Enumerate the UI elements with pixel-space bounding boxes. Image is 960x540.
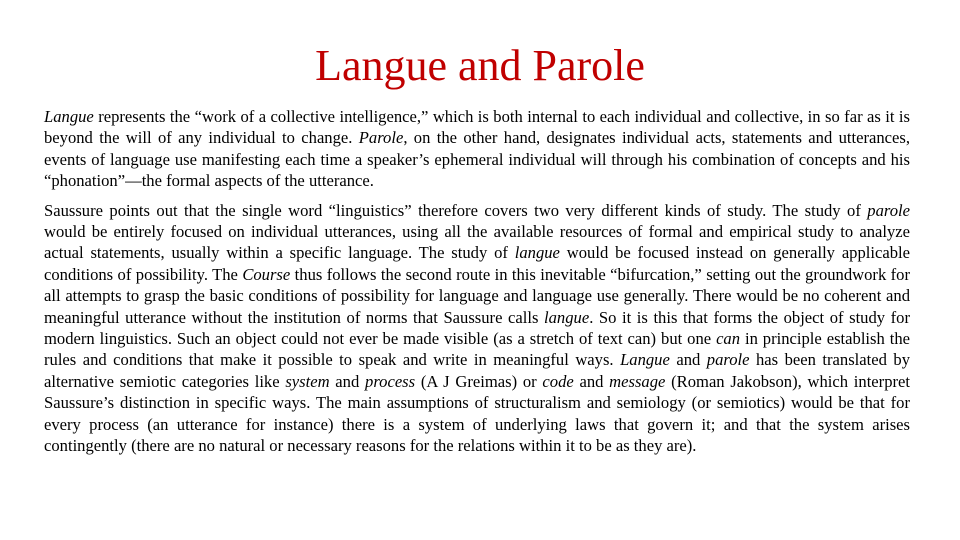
text-run: and [329, 371, 366, 391]
text-run: and [573, 371, 610, 391]
italic-term: Langue [620, 350, 670, 370]
italic-term: langue [544, 307, 590, 327]
paragraph-saussure-linguistics [44, 200, 910, 457]
slide-title: Langue and Parole [315, 41, 645, 90]
italic-term: can [716, 329, 741, 349]
italic-term: Langue [44, 107, 94, 126]
italic-term: system [285, 371, 330, 391]
text-run: represents the “work of a collective intelligence,” which is both internal to each individual and collective, in so far as it is beyond the will of any individual to change. [44, 107, 910, 148]
text-run: , on the other hand, designates individual acts, statements and utterances, events of language use manifesting each time a speaker’s ephemeral individual will through his combination of concepts and his “phonation”—the formal aspects of the utterance. [44, 128, 910, 191]
italic-term: code [542, 371, 574, 391]
paragraph-langue-parole-definition [44, 106, 910, 192]
text-run: Saussure points out that the single word “linguistics” therefore covers two very different kinds of study. The study of [44, 200, 868, 220]
italic-term: Parole [358, 128, 404, 148]
italic-term: parole [706, 350, 750, 370]
text-run: has been translated by alternative semiotic categories like [44, 350, 910, 391]
italic-term: parole [867, 200, 910, 220]
italic-term: langue [514, 243, 560, 263]
italic-term: Course [242, 264, 291, 284]
text-run: and [669, 350, 707, 370]
text-run: (Roman Jakobson), which interpret Saussure’s distinction in specific ways. The main assumptions of structuralism and semiology (or semiotics) would be that for every process (an utterance for instance) there is a system of underlying laws that govern it; and that the system arises contingently (there are no natural or necessary reasons for the relations within it to be as they are). [44, 371, 910, 456]
text-run: thus follows the second route in this inevitable “bifurcation,” setting out the groundwork for all attempts to grasp the basic conditions of possibility for language and language use generally. There would be no coherent and meaningful utterance without the institution of norms that Saussure calls [44, 264, 911, 327]
text-run: would be entirely focused on individual utterances, using all the available resources of formal and empirical study to analyze actual statements, usually within a specific language. The study of [44, 222, 910, 263]
italic-term: message [609, 371, 666, 391]
slide-body [44, 106, 910, 465]
text-run: (A J Greimas) or [415, 371, 543, 391]
text-run: in principle establish the rules and conditions that make it possible to speak and write in meaningful ways. [44, 329, 910, 370]
text-run: . So it is this that forms the object of study for modern linguistics. Such an object could not ever be made visible (as a stretch of text can) but one [44, 307, 910, 349]
italic-term: process [365, 371, 416, 391]
text-run: would be focused instead on generally applicable conditions of possibility. The [44, 243, 910, 284]
